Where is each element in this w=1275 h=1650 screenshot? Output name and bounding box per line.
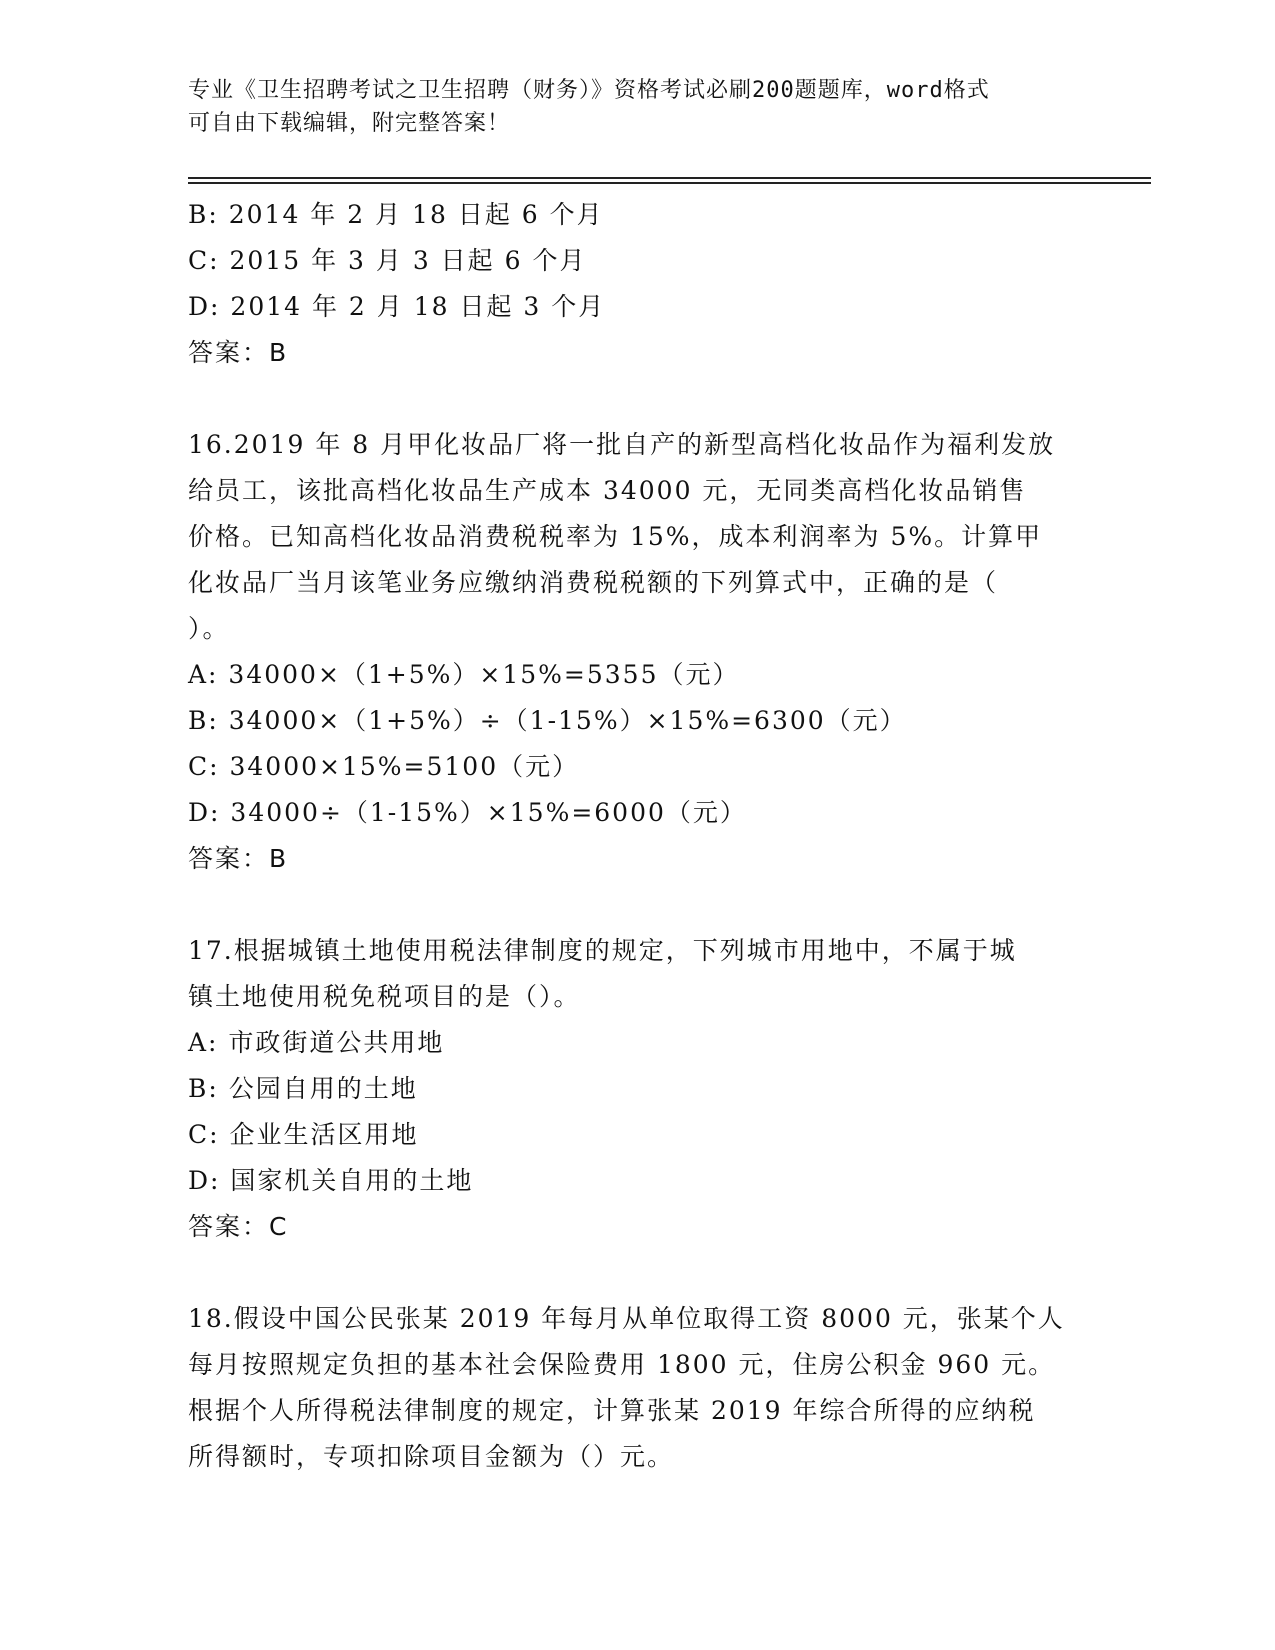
- option-d: D: 2014 年 2 月 18 日起 3 个月: [188, 292, 606, 321]
- header-rule-bottom: [188, 182, 1151, 184]
- question-stem-line: 每月按照规定负担的基本社会保险费用 1800 元，住房公积金 960 元。: [188, 1350, 1056, 1379]
- answer: 答案：B: [188, 338, 289, 367]
- question-stem-line: 化妆品厂当月该笔业务应缴纳消费税税额的下列算式中，正确的是（: [188, 568, 999, 597]
- question-15: [188, 192, 1088, 376]
- question-18: [188, 1296, 1088, 1480]
- answer: 答案：C: [188, 1212, 289, 1241]
- header-line-2: 可自由下载编辑，附完整答案！: [188, 111, 511, 136]
- question-stem-line: 17.根据城镇土地使用税法律制度的规定，下列城市用地中，不属于城: [188, 936, 1017, 965]
- option-b: B: 公园自用的土地: [188, 1074, 418, 1103]
- option-b: B: 34000×（1+5%）÷（1-15%）×15%=6300（元）: [188, 706, 907, 735]
- option-b: B: 2014 年 2 月 18 日起 6 个月: [188, 200, 604, 229]
- header-line-1: 专业《卫生招聘考试之卫生招聘（财务）》资格考试必刷200题题库，word格式: [188, 78, 990, 103]
- option-a: A: 市政街道公共用地: [188, 1028, 445, 1057]
- question-16: [188, 422, 1088, 882]
- option-d: D: 国家机关自用的土地: [188, 1166, 474, 1195]
- question-stem-line: 所得额时，专项扣除项目金额为（）元。: [188, 1442, 675, 1471]
- question-stem-line: 镇土地使用税免税项目的是（）。: [188, 982, 581, 1011]
- document-header: [188, 74, 1088, 140]
- document-body: [188, 192, 1088, 1480]
- option-c: C: 2015 年 3 月 3 日起 6 个月: [188, 246, 587, 275]
- question-stem-line: 16.2019 年 8 月甲化妆品厂将一批自产的新型高档化妆品作为福利发放: [188, 430, 1056, 459]
- option-c: C: 企业生活区用地: [188, 1120, 419, 1149]
- question-stem-line: ）。: [188, 614, 230, 643]
- spacer: [188, 882, 1088, 928]
- question-stem-line: 18.假设中国公民张某 2019 年每月从单位取得工资 8000 元，张某个人: [188, 1304, 1065, 1333]
- question-17: [188, 928, 1088, 1250]
- question-stem-line: 根据个人所得税法律制度的规定，计算张某 2019 年综合所得的应纳税: [188, 1396, 1036, 1425]
- spacer: [188, 1250, 1088, 1296]
- question-stem-line: 价格。已知高档化妆品消费税税率为 15%，成本利润率为 5%。计算甲: [188, 522, 1043, 551]
- option-d: D: 34000÷（1-15%）×15%=6000（元）: [188, 798, 747, 827]
- spacer: [188, 376, 1088, 422]
- answer: 答案：B: [188, 844, 289, 873]
- header-rule-top: [188, 177, 1151, 179]
- question-stem-line: 给员工，该批高档化妆品生产成本 34000 元，无同类高档化妆品销售: [188, 476, 1027, 505]
- option-a: A: 34000×（1+5%）×15%=5355（元）: [188, 660, 740, 689]
- option-c: C: 34000×15%=5100（元）: [188, 752, 580, 781]
